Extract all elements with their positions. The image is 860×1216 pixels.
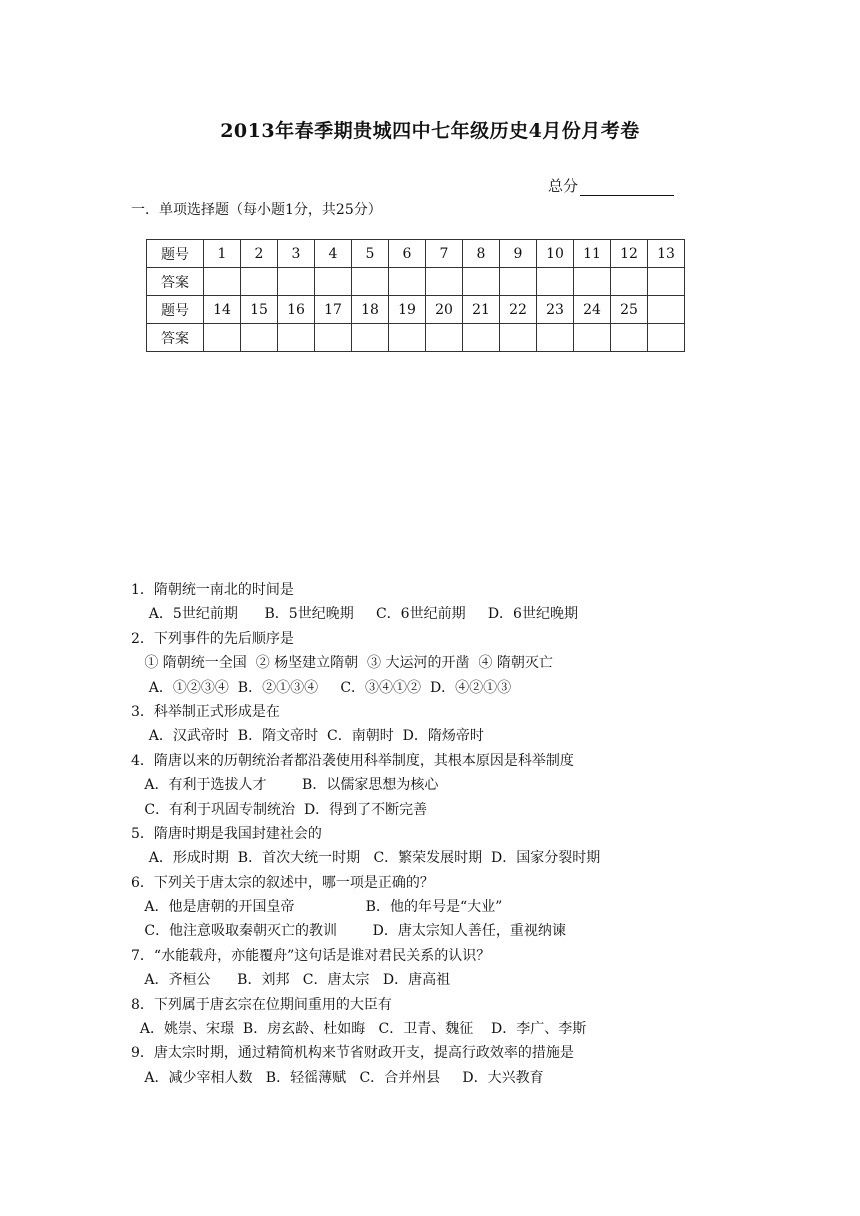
answer-cell[interactable] xyxy=(463,324,500,352)
question-line: 8．下列属于唐玄宗在位期间重用的大臣有 xyxy=(131,996,392,1013)
question-line: C．有利于巩固专制统治 D．得到了不断完善 xyxy=(131,801,428,818)
question-number-cell: 3 xyxy=(278,240,315,268)
answer-cell[interactable] xyxy=(315,268,352,296)
question-line: A．形成时期 B．首次大统一时期 C．繁荣发展时期 D．国家分裂时期 xyxy=(131,850,601,867)
total-score xyxy=(548,175,674,196)
answer-cell[interactable] xyxy=(611,324,648,352)
answer-table-row xyxy=(147,240,685,268)
row-header-cell: 答案 xyxy=(147,324,204,352)
question-line: A．减少宰相人数 B．轻徭薄赋 C．合并州县 D．大兴教育 xyxy=(131,1069,544,1086)
question-number-cell xyxy=(648,296,685,324)
answer-cell[interactable] xyxy=(241,268,278,296)
answer-cell[interactable] xyxy=(426,268,463,296)
question-number-cell: 6 xyxy=(389,240,426,268)
question-number-cell: 9 xyxy=(500,240,537,268)
answer-table xyxy=(146,239,685,352)
answer-cell[interactable] xyxy=(315,324,352,352)
question-line: 3．科举制正式形成是在 xyxy=(131,703,280,720)
answer-cell[interactable] xyxy=(204,268,241,296)
answer-cell[interactable] xyxy=(537,324,574,352)
question-number-cell: 13 xyxy=(648,240,685,268)
question-number-cell: 17 xyxy=(315,296,352,324)
question-number-cell: 4 xyxy=(315,240,352,268)
question-line: A．姚崇、宋璟 B．房玄龄、杜如晦 C．卫青、魏征 D．李广、李斯 xyxy=(131,1021,587,1038)
row-header-cell: 题号 xyxy=(147,296,204,324)
total-score-label: 总分 xyxy=(548,177,579,195)
question-number-cell: 1 xyxy=(204,240,241,268)
question-number-cell: 25 xyxy=(611,296,648,324)
answer-cell[interactable] xyxy=(389,268,426,296)
answer-table-row xyxy=(147,268,685,296)
question-number-cell: 23 xyxy=(537,296,574,324)
answer-cell[interactable] xyxy=(278,324,315,352)
question-number-cell: 10 xyxy=(537,240,574,268)
answer-cell[interactable] xyxy=(352,324,389,352)
question-line: 5．隋唐时期是我国封建社会的 xyxy=(131,825,322,842)
answer-cell[interactable] xyxy=(278,268,315,296)
section-heading: 一．单项选择题（每小题1分，共25分） xyxy=(131,202,382,218)
question-number-cell: 2 xyxy=(241,240,278,268)
question-number-cell: 14 xyxy=(204,296,241,324)
answer-cell[interactable] xyxy=(241,324,278,352)
row-header-cell: 题号 xyxy=(147,240,204,268)
question-line: A．汉武帝时 B．隋文帝时 C．南朝时 D．隋炀帝时 xyxy=(131,728,484,745)
question-number-cell: 11 xyxy=(574,240,611,268)
question-number-cell: 5 xyxy=(352,240,389,268)
question-number-cell: 20 xyxy=(426,296,463,324)
question-number-cell: 21 xyxy=(463,296,500,324)
answer-cell[interactable] xyxy=(537,268,574,296)
question-number-cell: 8 xyxy=(463,240,500,268)
question-line: A．①②③④ B．②①③④ C．③④①② D．④②①③ xyxy=(131,679,512,696)
question-line: 7．“水能载舟，亦能覆舟”这句话是谁对君民关系的认识？ xyxy=(131,947,491,964)
question-line: A．5世纪前期 B．5世纪晚期 C．6世纪前期 D．6世纪晚期 xyxy=(131,606,578,623)
question-line: A．他是唐朝的开国皇帝 B．他的年号是“大业” xyxy=(131,899,503,916)
exam-title: 2013年春季期贵城四中七年级历史4月份月考卷 xyxy=(220,120,640,142)
question-line: A．齐桓公 B．刘邦 C．唐太宗 D．唐高祖 xyxy=(131,972,451,989)
answer-cell[interactable] xyxy=(574,268,611,296)
question-line: 6．下列关于唐太宗的叙述中，哪一项是正确的？ xyxy=(131,874,434,891)
answer-cell[interactable] xyxy=(204,324,241,352)
question-line: 9．唐太宗时期，通过精简机构来节省财政开支，提高行政效率的措施是 xyxy=(131,1045,574,1062)
question-number-cell: 24 xyxy=(574,296,611,324)
question-number-cell: 7 xyxy=(426,240,463,268)
answer-cell[interactable] xyxy=(611,268,648,296)
answer-cell[interactable] xyxy=(574,324,611,352)
question-number-cell: 22 xyxy=(500,296,537,324)
answer-cell[interactable] xyxy=(463,268,500,296)
question-number-cell: 12 xyxy=(611,240,648,268)
answer-cell[interactable] xyxy=(426,324,463,352)
question-line: C．他注意吸取秦朝灭亡的教训 D．唐太宗知人善任，重视纳谏 xyxy=(131,923,566,940)
question-line: A．有利于选拔人才 B．以儒家思想为核心 xyxy=(131,777,439,794)
question-line: 1．隋朝统一南北的时间是 xyxy=(131,582,294,598)
answer-table-row xyxy=(147,296,685,324)
answer-cell[interactable] xyxy=(352,268,389,296)
question-number-cell: 15 xyxy=(241,296,278,324)
question-number-cell: 18 xyxy=(352,296,389,324)
question-number-cell: 19 xyxy=(389,296,426,324)
question-line: ① 隋朝统一全国 ② 杨坚建立隋朝 ③ 大运河的开凿 ④ 隋朝灭亡 xyxy=(131,655,553,672)
question-number-cell: 16 xyxy=(278,296,315,324)
answer-cell[interactable] xyxy=(500,268,537,296)
question-list xyxy=(131,578,600,1090)
answer-cell[interactable] xyxy=(648,268,685,296)
answer-table-row xyxy=(147,324,685,352)
question-line: 4．隋唐以来的历朝统治者都沿袭使用科举制度，其根本原因是科举制度 xyxy=(131,752,574,769)
answer-cell[interactable] xyxy=(648,324,685,352)
total-score-blank xyxy=(580,181,674,196)
answer-cell[interactable] xyxy=(500,324,537,352)
answer-cell[interactable] xyxy=(389,324,426,352)
question-line: 2．下列事件的先后顺序是 xyxy=(131,630,294,647)
row-header-cell: 答案 xyxy=(147,268,204,296)
